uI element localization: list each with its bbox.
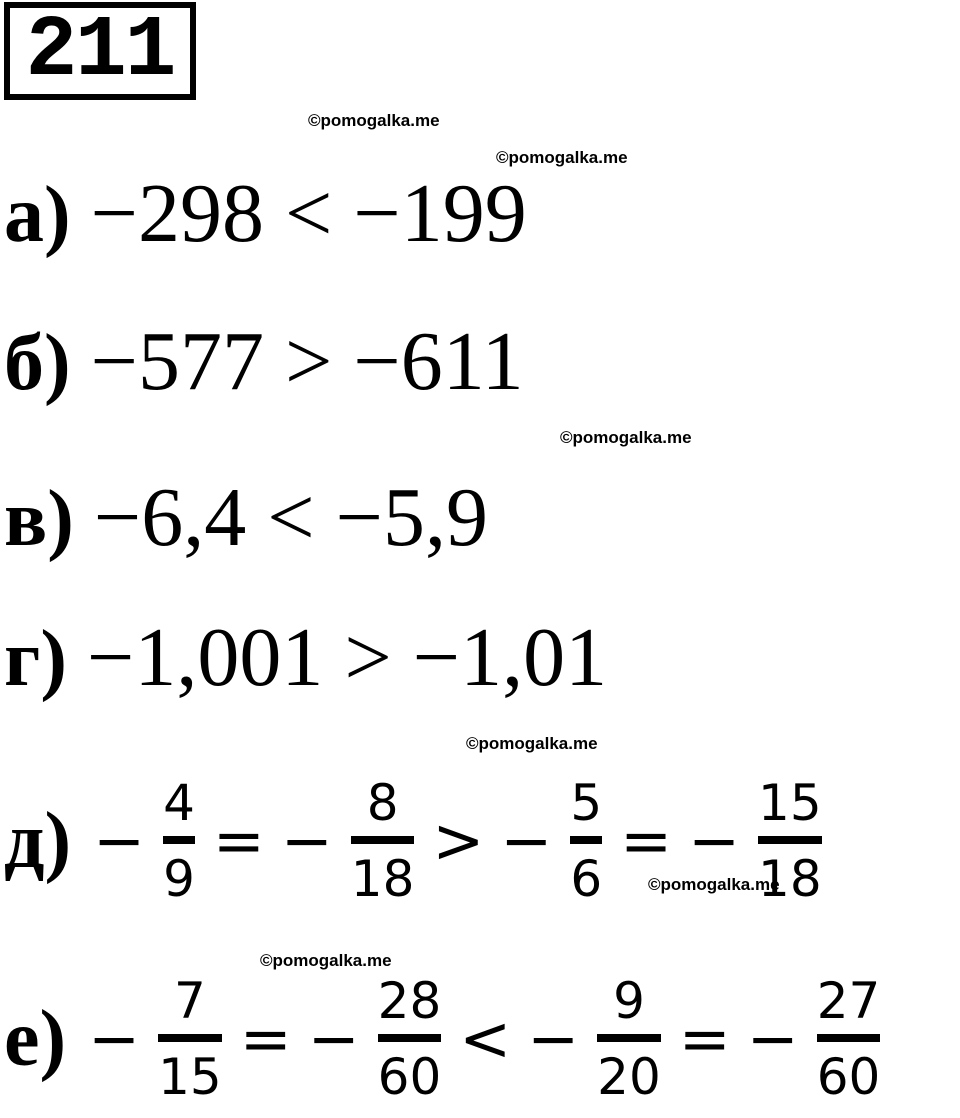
task-number-box [4,2,196,100]
item-label: д) [4,797,72,885]
fraction [158,972,222,1106]
item-label: е) [4,995,67,1083]
comparison-sign: < [459,1002,512,1075]
equals-sign: = [620,804,673,877]
fraction-bar [163,836,195,844]
numerator: 15 [758,774,822,832]
denominator: 60 [377,1048,442,1106]
minus-sign: − [307,1002,360,1075]
equals-sign: = [678,1002,731,1075]
denominator: 9 [163,850,195,908]
fraction [597,972,661,1106]
fraction [570,774,603,908]
item-label: б) [4,319,71,407]
fraction [377,972,442,1106]
watermark: ©pomogalka.me [560,428,692,447]
item-d [4,774,832,908]
equals-sign: = [212,804,265,877]
fraction-bar [158,1034,222,1042]
fraction [816,972,881,1106]
numerator: 9 [613,972,645,1030]
numerator: 5 [570,774,603,832]
item-g [4,611,608,704]
fraction-bar [597,1034,661,1042]
minus-sign: − [746,1002,799,1075]
item-b [4,315,524,408]
numerator: 8 [366,774,399,832]
numerator: 4 [163,774,195,832]
numerator: 28 [377,972,442,1030]
watermark: ©pomogalka.me [466,734,598,753]
minus-sign: − [500,804,553,877]
fraction-bar [351,836,415,844]
item-a [4,167,527,260]
denominator: 20 [597,1048,661,1106]
watermark: ©pomogalka.me [648,875,780,894]
fraction-bar [817,1034,881,1042]
item-e [4,972,890,1106]
item-label: в) [4,475,74,563]
fraction [758,774,822,908]
denominator: 60 [816,1048,881,1106]
item-expression: −577 > −611 [90,315,524,408]
denominator: 18 [758,850,822,908]
minus-sign: − [688,804,741,877]
denominator: 15 [158,1048,222,1106]
comparison-sign: > [432,804,485,877]
numerator: 27 [816,972,881,1030]
watermark: ©pomogalka.me [308,111,440,130]
fraction-bar [570,836,602,844]
equals-sign: = [239,1002,292,1075]
denominator: 18 [350,850,415,908]
minus-sign: − [280,804,333,877]
item-v [4,471,488,564]
minus-sign: − [527,1002,580,1075]
item-label: а) [4,171,71,259]
fraction-bar [758,836,822,844]
denominator: 6 [570,850,603,908]
fraction [350,774,415,908]
watermark: ©pomogalka.me [260,951,392,970]
minus-sign: − [88,1002,141,1075]
item-expression: −1,001 > −1,01 [86,611,608,704]
item-expression: −6,4 < −5,9 [93,471,488,564]
task-number: 211 [25,2,175,100]
numerator: 7 [174,972,206,1030]
fraction [163,774,195,908]
watermark: ©pomogalka.me [496,148,628,167]
item-label: г) [4,615,67,703]
minus-sign: − [93,804,146,877]
fraction-bar [378,1034,442,1042]
item-expression: −298 < −199 [90,167,527,260]
